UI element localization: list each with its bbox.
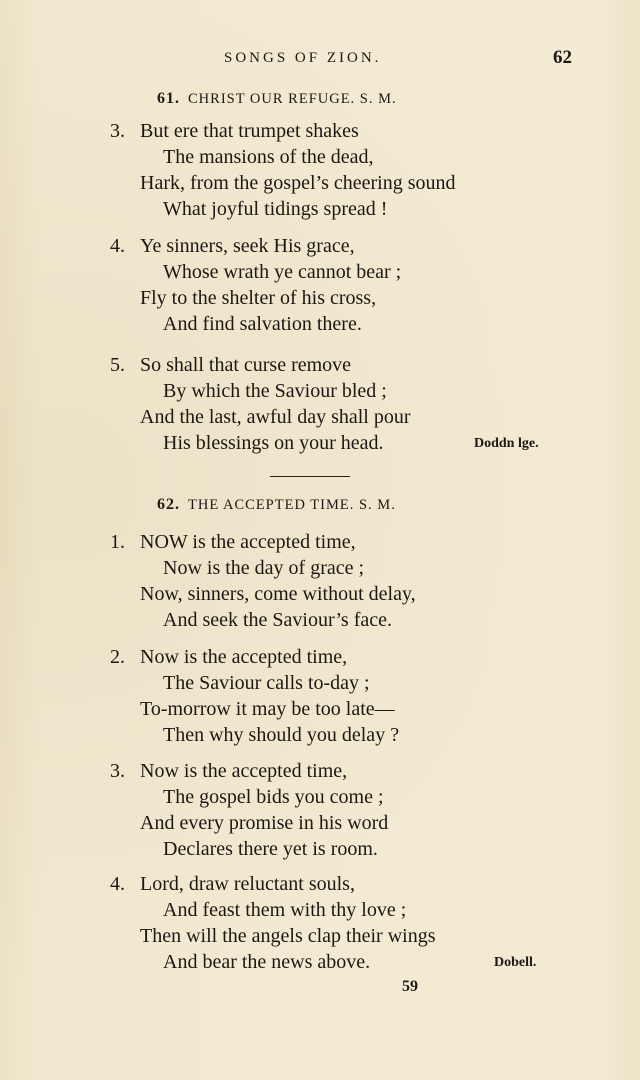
stanza-line: And seek the Saviour’s face.: [163, 609, 393, 631]
stanza-line: And the last, awful day shall pour: [140, 406, 411, 428]
stanza-line: Declares there yet is room.: [163, 838, 378, 860]
stanza-line: 5. So shall that curse remove: [110, 354, 352, 376]
stanza-line: 1. NOW is the accepted time,: [110, 531, 356, 553]
stanza-number: 2.: [110, 646, 125, 668]
stanza-line: And find salvation there.: [163, 313, 362, 335]
stanza-line: 2. Now is the accepted time,: [110, 646, 348, 668]
stanza-line: Whose wrath ye cannot bear ;: [163, 261, 402, 283]
stanza-line: By which the Saviour bled ;: [163, 380, 387, 402]
stanza-line: 3. But ere that trumpet shakes: [110, 120, 359, 142]
stanza-number: 5.: [110, 354, 125, 376]
hymn-title: CHRIST OUR REFUGE. S. M.: [188, 91, 397, 107]
hymn-61-heading: [157, 90, 397, 108]
hymn-62-heading: [157, 496, 396, 514]
stanza-line: And bear the news above.: [163, 951, 371, 973]
hymn-number: 62.: [157, 496, 180, 513]
folio-number: 59: [402, 978, 418, 995]
author-attribution: Doddn lge.: [474, 436, 539, 451]
stanza-line: Now, sinners, come without delay,: [140, 583, 416, 605]
hymn-number: 61.: [157, 90, 180, 107]
stanza-line: Then why should you delay ?: [163, 724, 400, 746]
stanza-line: 4. Ye sinners, seek His grace,: [110, 235, 355, 257]
stanza-number: 1.: [110, 531, 125, 553]
hymn-62-stanza-1: [110, 529, 590, 633]
stanza-line: Fly to the shelter of his cross,: [140, 287, 377, 309]
stanza-line: The gospel bids you come ;: [163, 786, 384, 808]
author-attribution: Dobell.: [494, 955, 537, 970]
stanza-line: To-morrow it may be too late—: [140, 698, 395, 720]
stanza-line: 4. Lord, draw reluctant souls,: [110, 873, 355, 895]
stanza-line: Hark, from the gospel’s cheering sound: [140, 172, 456, 194]
stanza-number: 3.: [110, 760, 125, 782]
stanza-line: And feast them with thy love ;: [163, 899, 407, 921]
hymn-62-stanza-3: [110, 758, 590, 862]
hymn-61-stanza-3: [110, 118, 590, 222]
stanza-line: 3. Now is the accepted time,: [110, 760, 348, 782]
stanza-line: What joyful tidings spread !: [163, 198, 388, 220]
stanza-line: And every promise in his word: [140, 812, 389, 834]
hymn-62-stanza-2: [110, 644, 590, 748]
section-divider: [270, 476, 350, 477]
page-header: [0, 47, 640, 72]
stanza-number: 4.: [110, 873, 125, 895]
stanza-line: The mansions of the dead,: [163, 146, 374, 168]
stanza-number: 4.: [110, 235, 125, 257]
stanza-line: The Saviour calls to-day ;: [163, 672, 370, 694]
stanza-number: 3.: [110, 120, 125, 142]
stanza-line: His blessings on your head.: [163, 432, 384, 454]
hymn-61-stanza-4: [110, 233, 590, 337]
running-title: SONGS OF ZION.: [224, 50, 382, 66]
stanza-line: Then will the angels clap their wings: [140, 925, 436, 947]
hymn-title: THE ACCEPTED TIME. S. M.: [188, 497, 396, 513]
page-number: 62: [553, 47, 572, 68]
stanza-line: Now is the day of grace ;: [163, 557, 365, 579]
